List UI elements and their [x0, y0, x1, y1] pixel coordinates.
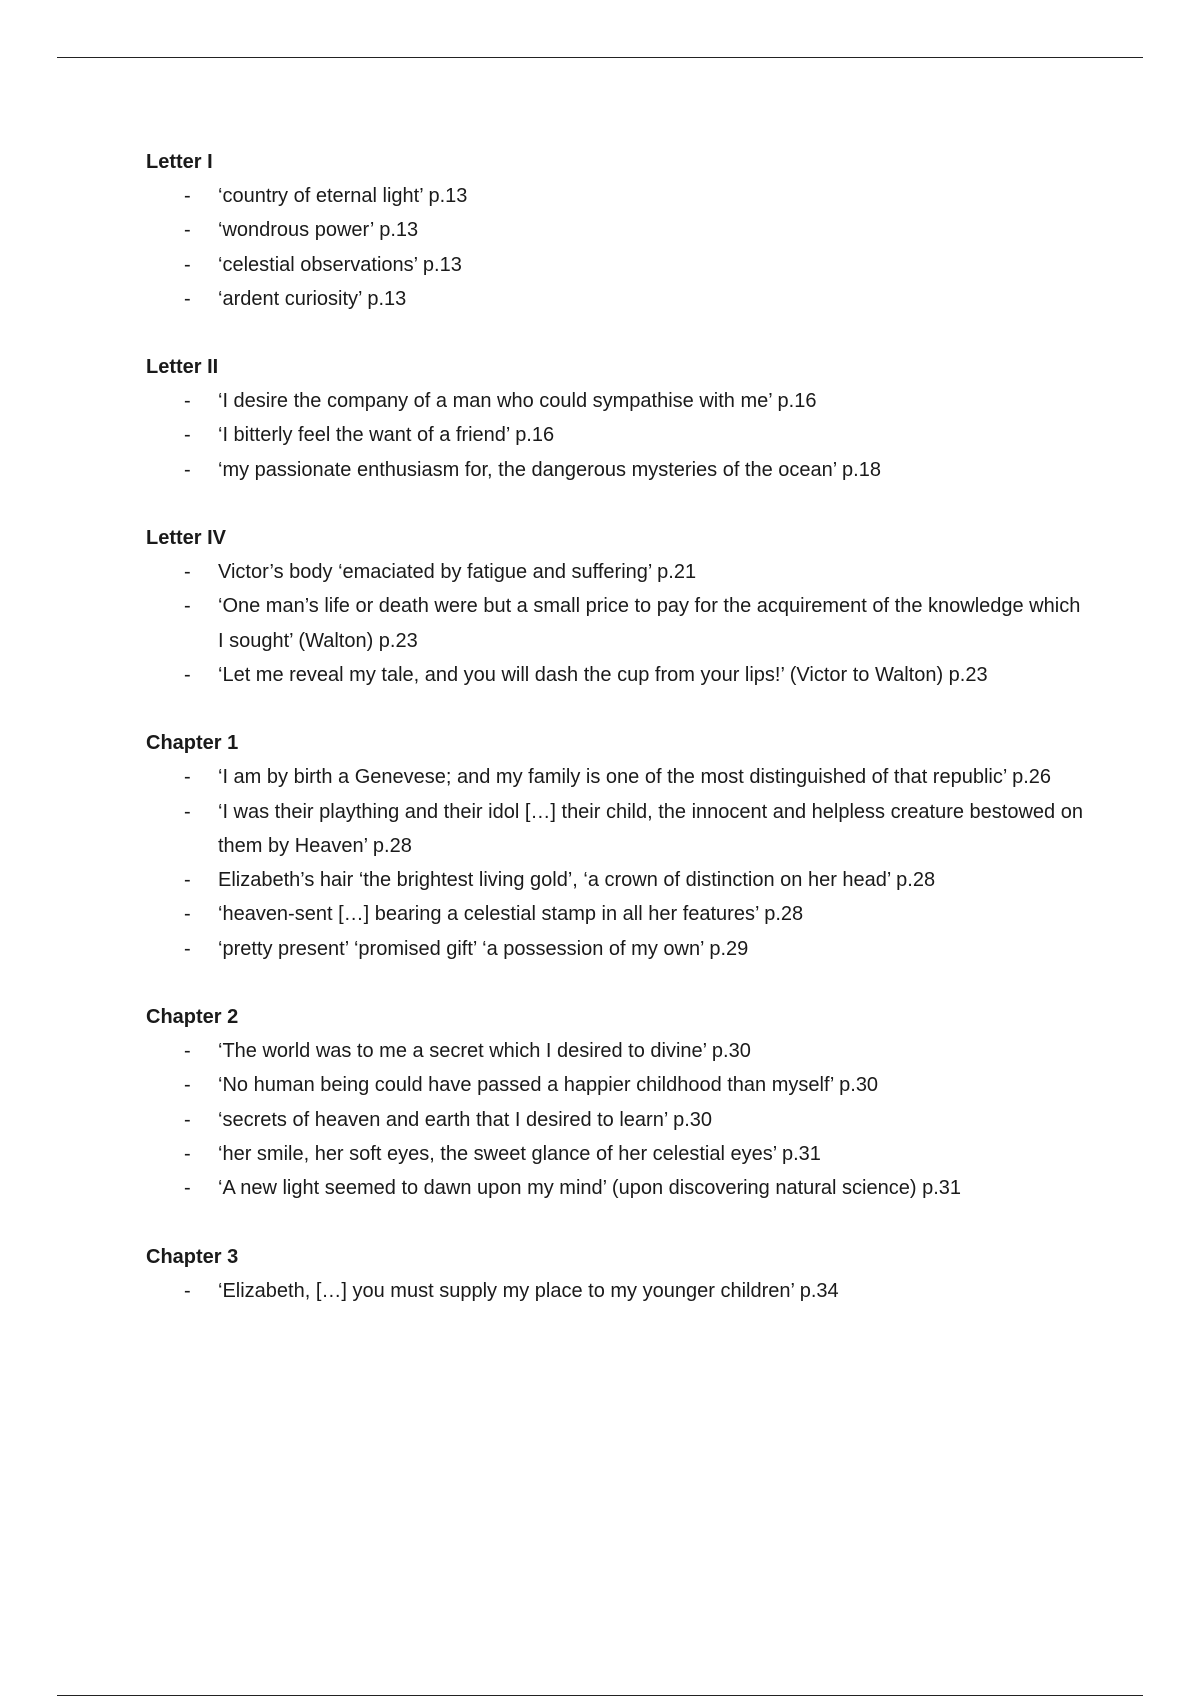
- quote-text: ‘celestial observations’ p.13: [218, 253, 462, 276]
- document-body: [146, 145, 1086, 1342]
- quote-item: [146, 555, 1086, 589]
- quote-text: ‘A new light seemed to dawn upon my mind’ (upon discovering natural science) p.31: [218, 1177, 962, 1200]
- quote-item: [146, 1068, 1086, 1102]
- quote-text: ‘I was their plaything and their idol […] their child, the innocent and helpless creature bestowed on them by Heaven’ p.28: [218, 800, 1083, 857]
- dash-bullet: -: [184, 595, 191, 618]
- quote-text: ‘I desire the company of a man who could sympathise with me’ p.16: [218, 390, 817, 413]
- section-heading: Chapter 3: [146, 1245, 239, 1268]
- quote-text: Elizabeth’s hair ‘the brightest living gold’, ‘a crown of distinction on her head’ p.28: [218, 869, 936, 892]
- dash-bullet: -: [184, 903, 191, 926]
- dash-bullet: -: [184, 1279, 191, 1302]
- dash-bullet: -: [184, 390, 191, 413]
- quote-text: ‘Let me reveal my tale, and you will dash the cup from your lips!’ (Victor to Walton) p.23: [218, 663, 988, 686]
- dash-bullet: -: [184, 458, 191, 481]
- section-letter-1: [146, 145, 1086, 316]
- quote-text: ‘Elizabeth, […] you must supply my place to my younger children’ p.34: [218, 1279, 839, 1302]
- quote-text: ‘One man’s life or death were but a small price to pay for the acquirement of the knowledge which I sought’ (Walton) p.23: [218, 595, 1081, 652]
- section-heading: Letter II: [146, 356, 219, 379]
- dash-bullet: -: [184, 937, 191, 960]
- dash-bullet: -: [184, 424, 191, 447]
- dash-bullet: -: [184, 185, 191, 207]
- dash-bullet: -: [184, 219, 191, 242]
- section-chapter-1: [146, 726, 1086, 966]
- quote-text: ‘my passionate enthusiasm for, the dangerous mysteries of the ocean’ p.18: [218, 458, 881, 481]
- quote-item: [146, 282, 1086, 316]
- quote-text: ‘I bitterly feel the want of a friend’ p.16: [218, 424, 555, 447]
- quote-item: [146, 897, 1086, 931]
- section-chapter-2: [146, 1000, 1086, 1205]
- dash-bullet: -: [184, 766, 191, 789]
- section-letter-2: [146, 350, 1086, 487]
- quote-item: [146, 1034, 1086, 1068]
- quote-item: [146, 248, 1086, 282]
- quote-item: [146, 384, 1086, 418]
- quote-item: [146, 658, 1086, 692]
- quote-list: [146, 1034, 1086, 1205]
- dash-bullet: -: [184, 287, 191, 310]
- dash-bullet: -: [184, 800, 191, 823]
- dash-bullet: -: [184, 1177, 191, 1200]
- quote-text: ‘The world was to me a secret which I desired to divine’ p.30: [218, 1040, 751, 1063]
- dash-bullet: -: [184, 1074, 191, 1097]
- quote-list: [146, 1274, 1086, 1308]
- dash-bullet: -: [184, 869, 191, 892]
- quote-text: ‘heaven-sent […] bearing a celestial stamp in all her features’ p.28: [218, 903, 804, 926]
- quote-item: [146, 213, 1086, 247]
- section-heading: Letter I: [146, 151, 213, 173]
- quote-item: [146, 589, 1086, 658]
- quote-text: ‘secrets of heaven and earth that I desired to learn’ p.30: [218, 1108, 713, 1131]
- quote-list: [146, 384, 1086, 487]
- dash-bullet: -: [184, 253, 191, 276]
- quote-text: ‘country of eternal light’ p.13: [218, 185, 468, 207]
- quote-item: [146, 795, 1086, 864]
- bottom-divider: [57, 1695, 1143, 1696]
- quote-item: [146, 418, 1086, 452]
- quote-item: [146, 760, 1086, 794]
- quote-list: [146, 555, 1086, 692]
- quote-text: ‘pretty present’ ‘promised gift’ ‘a possession of my own’ p.29: [218, 937, 749, 960]
- section-letter-4: [146, 521, 1086, 692]
- quote-text: ‘her smile, her soft eyes, the sweet glance of her celestial eyes’ p.31: [218, 1142, 821, 1165]
- quote-text: ‘ardent curiosity’ p.13: [218, 287, 407, 310]
- quote-list: [146, 179, 1086, 316]
- section-heading: Chapter 2: [146, 1006, 239, 1029]
- quote-item: [146, 453, 1086, 487]
- quote-item: [146, 863, 1086, 897]
- dash-bullet: -: [184, 663, 191, 686]
- quote-item: [146, 1274, 1086, 1308]
- dash-bullet: -: [184, 561, 191, 584]
- quote-item: [146, 1137, 1086, 1171]
- dash-bullet: -: [184, 1142, 191, 1165]
- section-heading: Chapter 1: [146, 732, 239, 755]
- quote-text: ‘wondrous power’ p.13: [218, 219, 419, 242]
- quote-item: [146, 932, 1086, 966]
- quote-item: [146, 179, 1086, 213]
- dash-bullet: -: [184, 1040, 191, 1063]
- top-divider: [57, 57, 1143, 58]
- quote-item: [146, 1171, 1086, 1205]
- section-heading: Letter IV: [146, 527, 227, 550]
- quote-list: [146, 760, 1086, 966]
- quote-text: ‘No human being could have passed a happier childhood than myself’ p.30: [218, 1074, 879, 1097]
- quote-text: Victor’s body ‘emaciated by fatigue and suffering’ p.21: [218, 561, 697, 584]
- dash-bullet: -: [184, 1108, 191, 1131]
- quote-item: [146, 1103, 1086, 1137]
- section-chapter-3: [146, 1240, 1086, 1308]
- quote-text: ‘I am by birth a Genevese; and my family is one of the most distinguished of that republic’ p.26: [218, 766, 1052, 789]
